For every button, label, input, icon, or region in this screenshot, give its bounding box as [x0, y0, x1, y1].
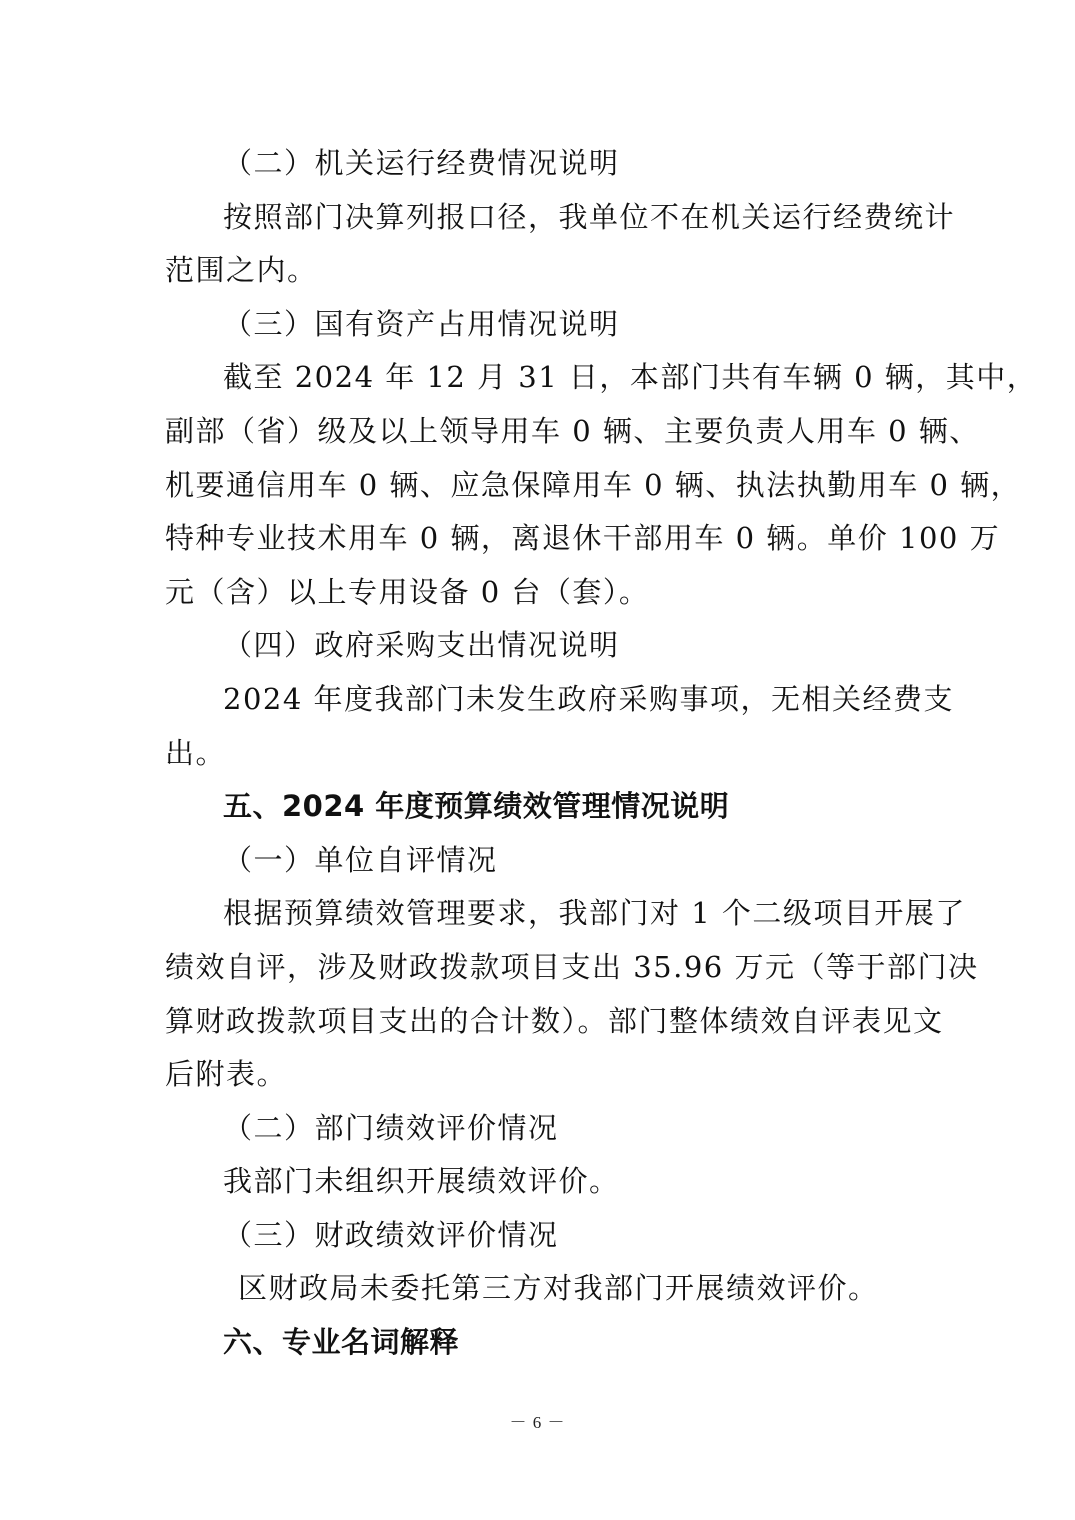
paragraph-line: 算财政拨款项目支出的合计数）。部门整体绩效自评表见文 — [165, 1003, 944, 1038]
paragraph-line: 机要通信用车 0 辆、应急保障用车 0 辆、执法执勤用车 0 辆， — [165, 467, 1022, 502]
paragraph-line: 特种专业技术用车 0 辆，离退休干部用车 0 辆。单价 100 万 — [165, 521, 1001, 556]
subheading-government-procurement: （四）政府采购支出情况说明 — [223, 628, 620, 663]
paragraph-line: 截至 2024 年 12 月 31 日，本部门共有车辆 0 辆，其中， — [223, 360, 1038, 395]
paragraph-line: 出。 — [165, 735, 227, 770]
subheading-self-evaluation: （一）单位自评情况 — [223, 842, 498, 877]
document-body — [165, 137, 1038, 1370]
subheading-fiscal-evaluation: （三）财政绩效评价情况 — [223, 1217, 559, 1252]
paragraph-line: 根据预算绩效管理要求，我部门对 1 个二级项目开展了 — [223, 896, 966, 931]
paragraph-line: 范围之内。 — [165, 253, 318, 288]
subheading-state-assets: （三）国有资产占用情况说明 — [223, 306, 620, 341]
paragraph-line: 2024 年度我部门未发生政府采购事项，无相关经费支 — [223, 681, 955, 716]
paragraph-line: 后附表。 — [165, 1057, 288, 1092]
subheading-department-evaluation: （二）部门绩效评价情况 — [223, 1110, 559, 1145]
page-number: － 6 － — [509, 1413, 566, 1432]
paragraph-line: 元（含）以上专用设备 0 台（套）。 — [165, 574, 650, 609]
paragraph-line: 区财政局未委托第三方对我部门开展绩效评价。 — [238, 1271, 879, 1306]
section-heading-performance: 五、2024 年度预算绩效管理情况说明 — [223, 789, 730, 824]
subheading-operating-expenses: （二）机关运行经费情况说明 — [223, 146, 620, 180]
paragraph-line: 绩效自评，涉及财政拨款项目支出 35.96 万元（等于部门决 — [165, 949, 979, 984]
section-heading-glossary: 六、专业名词解释 — [223, 1325, 460, 1360]
paragraph-line: 我部门未组织开展绩效评价。 — [223, 1164, 620, 1199]
paragraph-line: 按照部门决算列报口径，我单位不在机关运行经费统计 — [223, 199, 956, 234]
paragraph-line: 副部（省）级及以上领导用车 0 辆、主要负责人用车 0 辆、 — [165, 413, 980, 448]
